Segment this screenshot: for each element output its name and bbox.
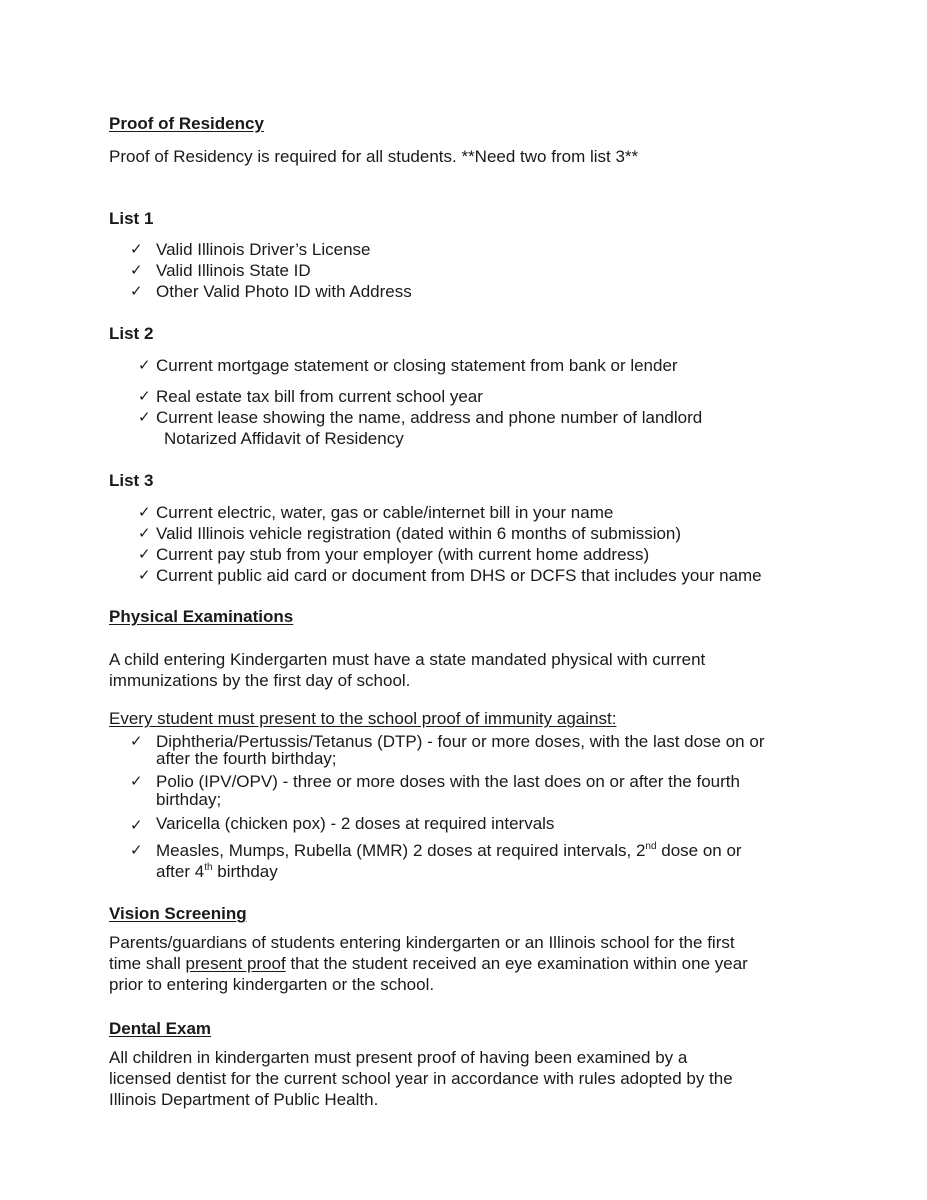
- list2-heading: List 2: [109, 324, 154, 343]
- dental-heading: Dental Exam: [109, 1019, 212, 1038]
- immunity-item-mmr-cont: after 4th birthday: [156, 862, 278, 881]
- list3-item: Current public aid card or document from DHS or DCFS that includes your name: [156, 566, 762, 585]
- residency-intro: Proof of Residency is required for all students. **Need two from list 3**: [109, 147, 639, 166]
- check-icon: ✓: [138, 545, 151, 563]
- immunity-item-dtp: Diphtheria/Pertussis/Tetanus (DTP) - four or more doses, with the last dose on or: [156, 732, 765, 751]
- list3-heading: List 3: [109, 471, 154, 490]
- vision-heading: Vision Screening: [109, 904, 247, 923]
- immunity-intro: Every student must present to the school proof of immunity against:: [109, 709, 617, 728]
- check-icon: ✓: [130, 261, 143, 279]
- physical-heading: Physical Examinations: [109, 607, 294, 626]
- check-icon: ✓: [130, 732, 143, 750]
- list1-item: Valid Illinois State ID: [156, 261, 311, 280]
- physical-para-line: immunizations by the first day of school.: [109, 671, 411, 690]
- check-icon: ✓: [130, 841, 143, 859]
- check-icon: ✓: [130, 816, 143, 834]
- check-icon: ✓: [130, 240, 143, 258]
- immunity-item-mmr: Measles, Mumps, Rubella (MMR) 2 doses at required intervals, 2nd dose on or: [156, 841, 742, 860]
- list2-extra-line: Notarized Affidavit of Residency: [164, 429, 404, 448]
- residency-heading: Proof of Residency: [109, 114, 264, 133]
- list2-item: Current mortgage statement or closing statement from bank or lender: [156, 356, 678, 375]
- check-icon: ✓: [138, 356, 151, 374]
- physical-para-line: A child entering Kindergarten must have a state mandated physical with current: [109, 650, 706, 669]
- list3-item: Current pay stub from your employer (with current home address): [156, 545, 650, 564]
- list1-item: Valid Illinois Driver’s License: [156, 240, 371, 259]
- vision-para-line: Parents/guardians of students entering kindergarten or an Illinois school for the first: [109, 933, 735, 952]
- immunity-item-polio: Polio (IPV/OPV) - three or more doses with the last does on or after the fourth: [156, 772, 740, 791]
- immunity-item-polio-cont: birthday;: [156, 790, 222, 809]
- check-icon: ✓: [130, 772, 143, 790]
- check-icon: ✓: [138, 566, 151, 584]
- immunity-item-varicella: Varicella (chicken pox) - 2 doses at required intervals: [156, 814, 555, 833]
- dental-para-line: licensed dentist for the current school year in accordance with rules adopted by the: [109, 1069, 733, 1088]
- dental-para-line: Illinois Department of Public Health.: [109, 1090, 379, 1109]
- list3-item: Current electric, water, gas or cable/internet bill in your name: [156, 503, 614, 522]
- list3-item: Valid Illinois vehicle registration (dated within 6 months of submission): [156, 524, 682, 543]
- immunity-item-dtp-cont: after the fourth birthday;: [156, 749, 337, 768]
- list1-heading: List 1: [109, 209, 154, 228]
- check-icon: ✓: [138, 524, 151, 542]
- list2-item: Current lease showing the name, address and phone number of landlord: [156, 408, 703, 427]
- check-icon: ✓: [138, 387, 151, 405]
- check-icon: ✓: [130, 282, 143, 300]
- list2-item: Real estate tax bill from current school year: [156, 387, 483, 406]
- vision-para-line: time shall present proof that the student received an eye examination within one year: [109, 954, 748, 973]
- check-icon: ✓: [138, 408, 151, 426]
- check-icon: ✓: [138, 503, 151, 521]
- vision-para-line: prior to entering kindergarten or the school.: [109, 975, 435, 994]
- dental-para-line: All children in kindergarten must present proof of having been examined by a: [109, 1048, 688, 1067]
- list1-item: Other Valid Photo ID with Address: [156, 282, 412, 301]
